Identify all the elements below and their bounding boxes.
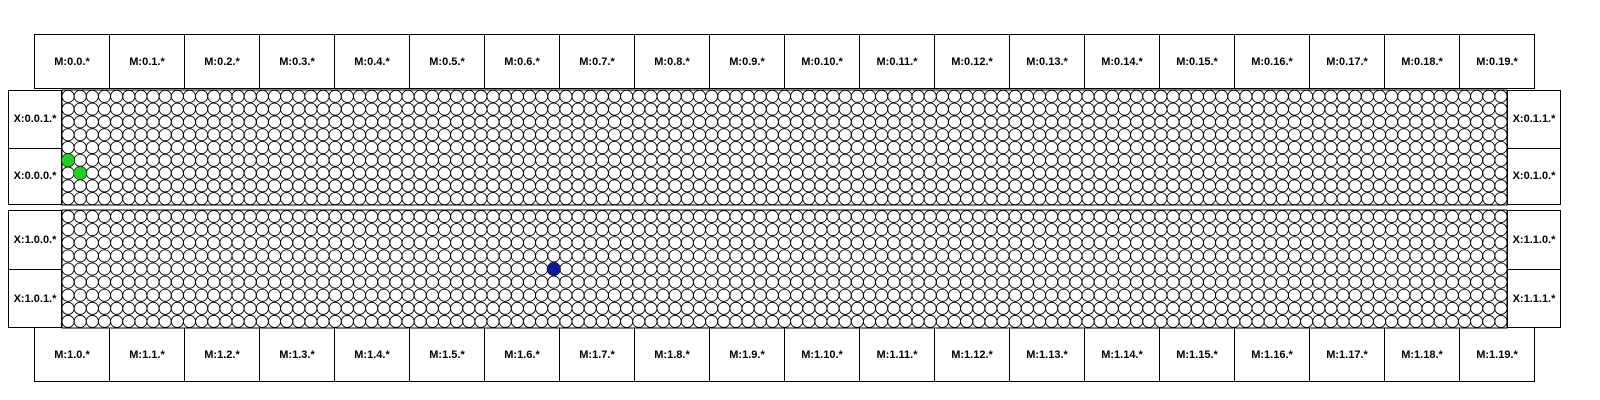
right-row-label: X:1.1.0.* xyxy=(1507,210,1561,270)
bottom-column-label: M:1.8.* xyxy=(634,327,710,382)
top-column-label: M:0.2.* xyxy=(184,34,260,89)
left-row-label: X:0.0.0.* xyxy=(8,148,62,206)
grid-frame xyxy=(62,210,1507,328)
bottom-column-label: M:1.12.* xyxy=(934,327,1010,382)
bottom-column-label: M:1.2.* xyxy=(184,327,260,382)
top-column-label: M:0.1.* xyxy=(109,34,185,89)
right-row-label: X:1.1.1.* xyxy=(1507,269,1561,328)
bottom-column-label: M:1.4.* xyxy=(334,327,410,382)
top-column-label: M:0.13.* xyxy=(1009,34,1085,89)
left-row-label: X:0.0.1.* xyxy=(8,90,62,149)
top-column-label: M:0.4.* xyxy=(334,34,410,89)
left-row-label: X:1.0.1.* xyxy=(8,269,62,328)
marker-dot xyxy=(74,166,87,179)
bottom-column-label: M:1.6.* xyxy=(484,327,560,382)
top-column-label: M:0.5.* xyxy=(409,34,485,89)
top-column-label: M:0.0.* xyxy=(34,34,110,89)
bottom-column-label: M:1.9.* xyxy=(709,327,785,382)
bottom-column-label: M:1.14.* xyxy=(1084,327,1160,382)
top-column-label: M:0.8.* xyxy=(634,34,710,89)
bottom-column-label: M:1.11.* xyxy=(859,327,935,382)
bottom-column-label: M:1.17.* xyxy=(1309,327,1385,382)
bottom-column-label: M:1.13.* xyxy=(1009,327,1085,382)
top-column-label: M:0.19.* xyxy=(1459,34,1535,89)
circle-grid xyxy=(62,210,1507,328)
bottom-column-label: M:1.7.* xyxy=(559,327,635,382)
marker-dot xyxy=(61,154,74,167)
bottom-column-label: M:1.15.* xyxy=(1159,327,1235,382)
bottom-column-label: M:1.0.* xyxy=(34,327,110,382)
bottom-column-label: M:1.19.* xyxy=(1459,327,1535,382)
top-column-label: M:0.11.* xyxy=(859,34,935,89)
bottom-column-label: M:1.5.* xyxy=(409,327,485,382)
top-column-label: M:0.16.* xyxy=(1234,34,1310,89)
top-column-label: M:0.14.* xyxy=(1084,34,1160,89)
right-row-label: X:0.1.1.* xyxy=(1507,90,1561,149)
right-row-label: X:0.1.0.* xyxy=(1507,148,1561,206)
top-column-label: M:0.10.* xyxy=(784,34,860,89)
top-column-label: M:0.7.* xyxy=(559,34,635,89)
top-column-label: M:0.17.* xyxy=(1309,34,1385,89)
top-column-label: M:0.9.* xyxy=(709,34,785,89)
top-column-label: M:0.3.* xyxy=(259,34,335,89)
left-row-label: X:1.0.0.* xyxy=(8,210,62,270)
bottom-column-label: M:1.16.* xyxy=(1234,327,1310,382)
top-column-label: M:0.12.* xyxy=(934,34,1010,89)
top-column-label: M:0.15.* xyxy=(1159,34,1235,89)
top-column-label: M:0.18.* xyxy=(1384,34,1460,89)
circle-grid xyxy=(62,90,1507,205)
bottom-column-label: M:1.1.* xyxy=(109,327,185,382)
bottom-column-label: M:1.10.* xyxy=(784,327,860,382)
grid-frame xyxy=(62,90,1507,205)
marker-dot xyxy=(547,262,560,275)
top-column-label: M:0.6.* xyxy=(484,34,560,89)
bottom-column-label: M:1.18.* xyxy=(1384,327,1460,382)
bottom-column-label: M:1.3.* xyxy=(259,327,335,382)
